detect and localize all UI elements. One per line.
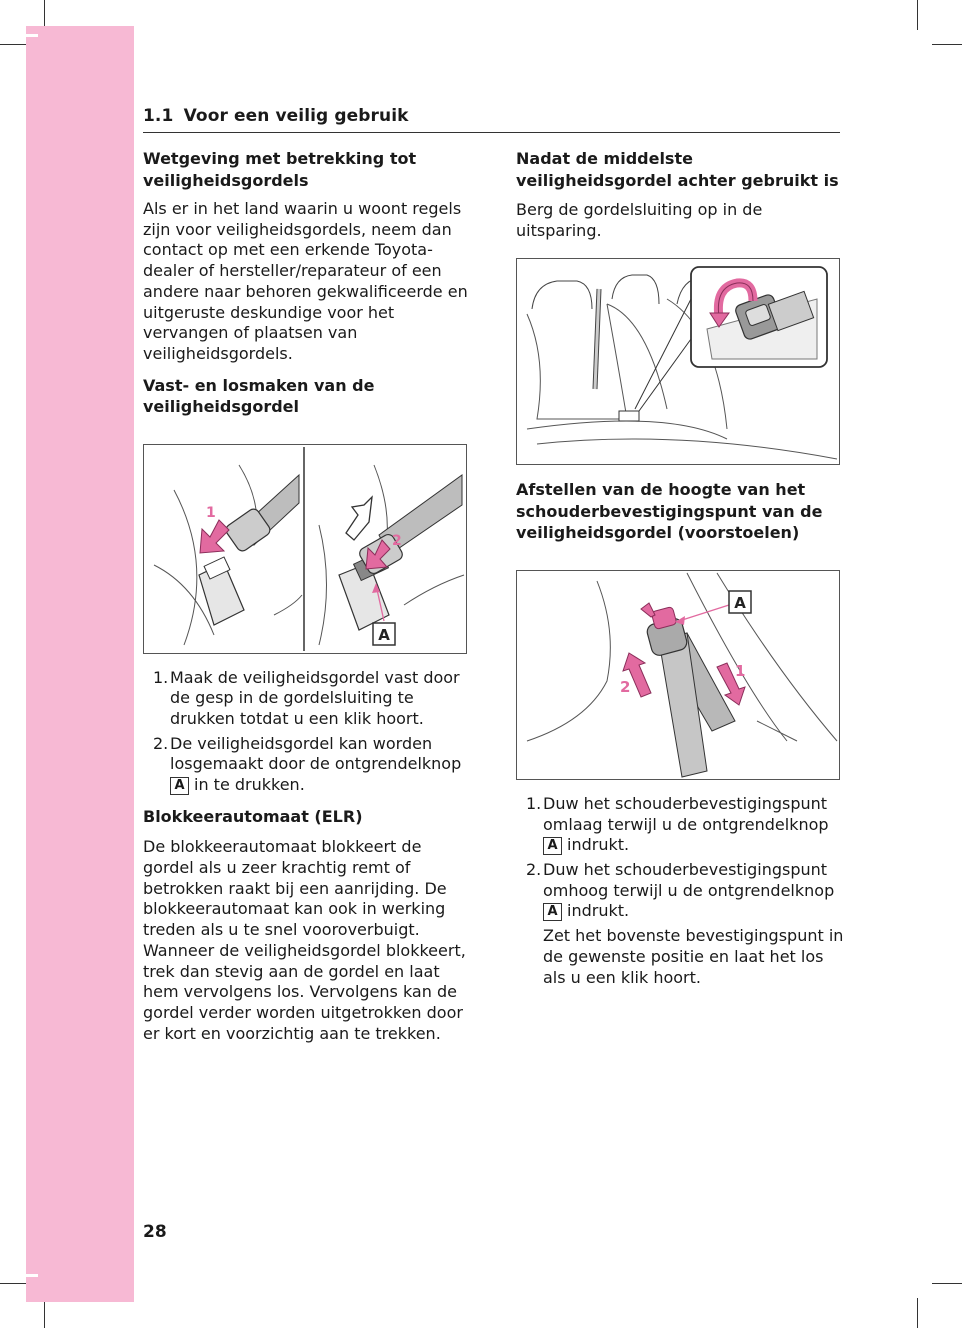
step-note: Zet het bovenste bevestigingspunt in de gewenste positie en laat het los als u een klik hoort. bbox=[543, 926, 844, 987]
crop-mark bbox=[932, 44, 962, 45]
crop-mark bbox=[44, 1298, 45, 1328]
crop-mark bbox=[932, 1283, 962, 1284]
buckle-illustration bbox=[144, 445, 466, 653]
list-item: 1. Maak de veiligheidsgordel vast door de gesp in de gordelsluiting te drukken totdat u een klik hoort. bbox=[153, 667, 460, 729]
step1-marker: 1 bbox=[206, 504, 216, 521]
heading-rear-belt: Nadat de middelste veiligheidsgordel achter gebruikt is bbox=[516, 149, 839, 190]
left-column bbox=[143, 148, 473, 1044]
button-a-tag: A bbox=[543, 837, 562, 855]
list-item: 1. Duw het schouderbevestigingspunt omlaag terwijl u de ontgrendelknop A indrukt. bbox=[526, 793, 829, 855]
heading-fasten: Vast- en losmaken van de veiligheidsgordel bbox=[143, 375, 375, 417]
paragraph-legislation: Als er in het land waarin u woont regels zijn voor veiligheidsgordels, neem dan contact op met een erkende Toyota-dealer of hersteller/reparateur of een andere naar behoren gekwalificeerde en uitgeruste deskundige voor het vervangen of plaatsen van veiligheidsgordels. bbox=[143, 199, 468, 363]
paragraph-elr: De blokkeerautomaat blokkeert de gordel als u zeer krachtig remt of betrokken raakt bij een aanrijding. De blokkeerautomaat kan ook in werking treden als u te snel vooroverbuigt. Wanneer de veiligheidsgordel blokkeert, trek dan stevig aan de gordel en laat hem vervolgens los. Vervolgens kan de gordel verder worden uitgetrokken door er kort en voorzichtig aan te trekken. bbox=[143, 837, 466, 1043]
figure-shoulder-anchor bbox=[516, 570, 840, 780]
section-header bbox=[143, 106, 840, 133]
section-title: Voor een veilig gebruik bbox=[183, 106, 409, 126]
figure-buckle bbox=[143, 444, 467, 654]
button-a-label: A bbox=[734, 593, 746, 612]
paragraph-rear-belt: Berg de gordelsluiting op in de uitsparing. bbox=[516, 200, 763, 240]
right-column bbox=[516, 148, 846, 988]
rear-seat-illustration bbox=[517, 259, 839, 464]
crop-mark bbox=[917, 1298, 918, 1328]
button-a-label: A bbox=[378, 625, 390, 644]
page-number: 28 bbox=[143, 1222, 167, 1242]
list-item: 2. Duw het schouderbevestigingspunt omhoog terwijl u de ontgrendelknop A indrukt. Zet het bovenste bevestigingspunt in de gewenste positie en laat het los als u een klik hoort. bbox=[516, 860, 846, 988]
heading-shoulder-anchor: Afstellen van de hoogte van het schouderbevestigingspunt van de veiligheidsgordel (voorstoelen) bbox=[516, 480, 823, 543]
button-a-tag: A bbox=[543, 903, 562, 921]
step2-marker: 2 bbox=[392, 532, 402, 549]
heading-elr: Blokkeerautomaat (ELR) bbox=[143, 806, 363, 826]
step2-marker: 2 bbox=[620, 677, 631, 696]
figure-rear-seat bbox=[516, 258, 840, 465]
heading-legislation: Wetgeving met betrekking tot veiligheidsgordels bbox=[143, 149, 417, 190]
adjust-steps bbox=[516, 794, 846, 988]
chapter-tab-bar bbox=[26, 26, 134, 1302]
section-number: 1.1 bbox=[143, 106, 174, 126]
list-item: 2. De veiligheidsgordel kan worden losgemaakt door de ontgrendelknop A in te drukken. bbox=[153, 733, 462, 795]
shoulder-anchor-illustration bbox=[517, 571, 839, 779]
button-a-tag: A bbox=[170, 777, 189, 795]
fasten-steps bbox=[143, 668, 473, 796]
step1-marker: 1 bbox=[735, 661, 746, 680]
crop-mark bbox=[917, 0, 918, 30]
